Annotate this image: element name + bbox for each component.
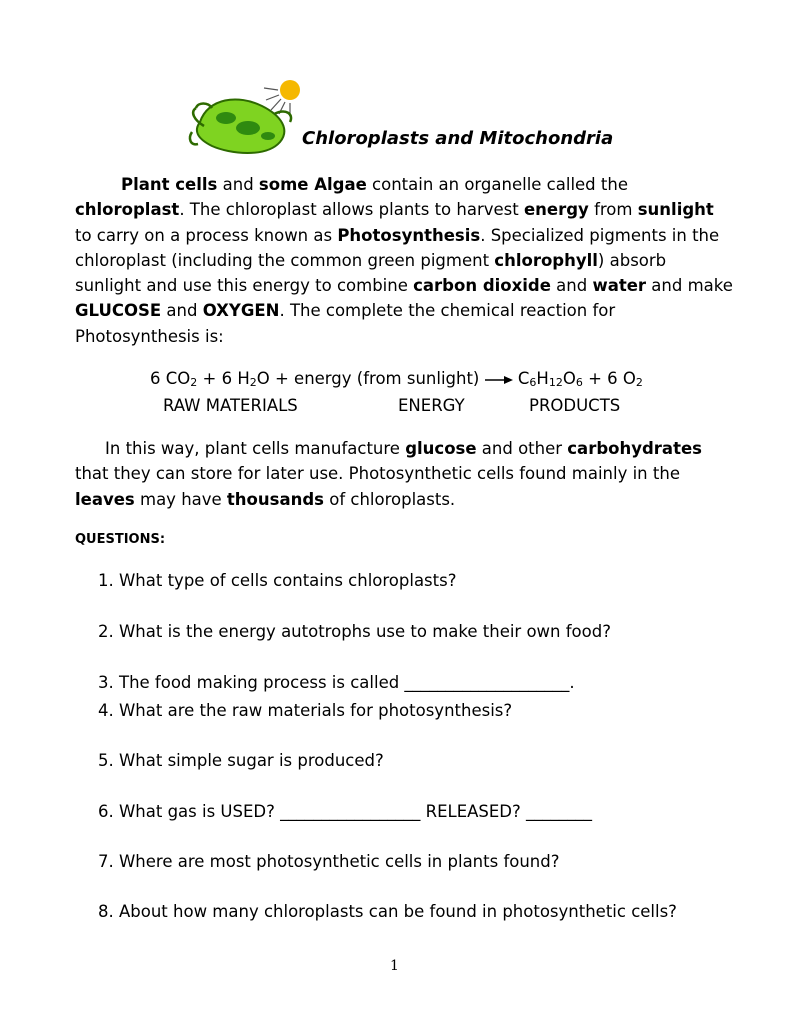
questions-heading: QUESTIONS: [75, 532, 166, 547]
chloroplast-with-sun-icon [186, 80, 306, 160]
intro-paragraph: Plant cells and some Algae contain an organelle called the chloroplast. The chloroplast allows plants to harvest energy from sunlight to carry on a process known as Photosynthesis. Specialized pigments in the chloroplast (including the common green pigment chlorophyll) absorb sunlight and use this energy to combine carbon dioxide and water and make GLUCOSE and OXYGEN. The complete the chemical reaction for Photosynthesis is: [75, 175, 733, 346]
question-7: 7. Where are most photosynthetic cells in plants found? [98, 852, 560, 871]
page-number: 1 [390, 958, 399, 974]
question-6: 6. What gas is USED? _________________ RELEASED? ________ [98, 802, 593, 821]
question-5: 5. What simple sugar is produced? [98, 751, 384, 770]
right-arrow-icon [485, 375, 513, 385]
question-1: 1. What type of cells contains chloroplasts? [98, 571, 457, 590]
label-raw-materials: RAW MATERIALS [163, 396, 298, 415]
question-2: 2. What is the energy autotrophs use to make their own food? [98, 622, 611, 641]
question-4: 4. What are the raw materials for photosynthesis? [98, 701, 513, 720]
summary-paragraph: In this way, plant cells manufacture glucose and other carbohydrates that they can store for later use. Photosynthetic cells found mainly in the leaves may have thousands of chloroplasts. [75, 439, 702, 509]
question-8: 8. About how many chloroplasts can be found in photosynthetic cells? [98, 902, 677, 921]
page-title: Chloroplasts and Mitochondria [302, 128, 614, 149]
label-products: PRODUCTS [529, 396, 621, 415]
photosynthesis-equation: 6 $CO_2 + 6$ $H_2O$ + energy (from sunlight) $C_6H_{12}O_6 + 6$ $O_2$ [150, 369, 643, 389]
question-3: 3. The food making process is called ____________________. [98, 673, 575, 692]
label-energy: ENERGY [398, 396, 465, 415]
